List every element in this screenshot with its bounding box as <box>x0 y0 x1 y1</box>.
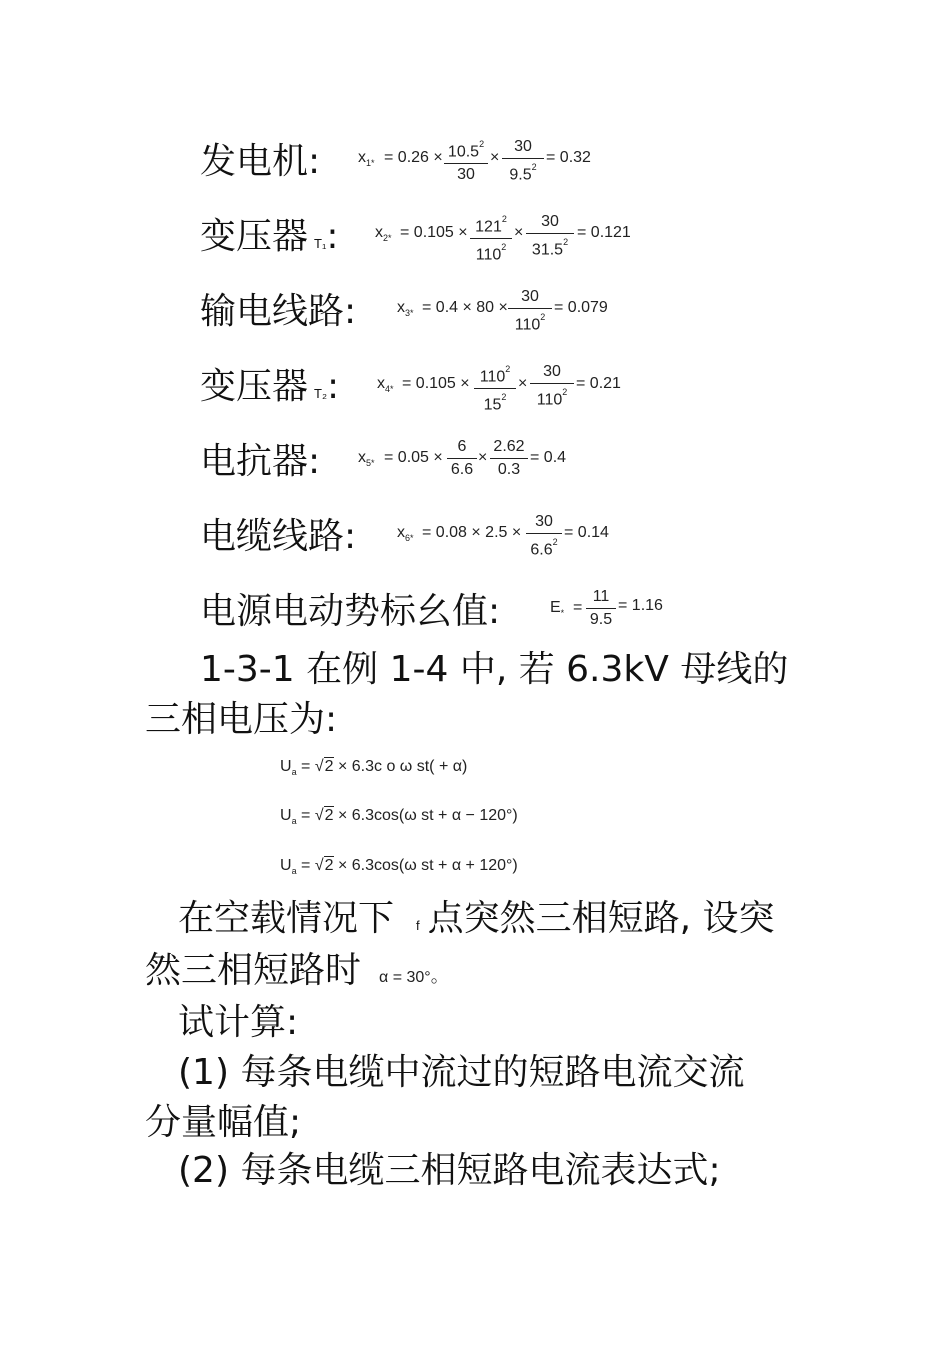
result-x1: = 0.32 <box>546 149 591 166</box>
fraction-2: 30 31.5$^2$ <box>526 213 574 259</box>
task-1-line-2: 分量幅值; <box>145 1102 302 1143</box>
lhs-e: $E_*$ <box>550 599 565 619</box>
lhs-x5: $x_{5*}$ <box>358 449 375 469</box>
task-2: (2) 每条电缆三相短路电流表达式; <box>178 1150 721 1191</box>
times-sign: × <box>478 449 488 466</box>
fraction-2: 30 $110^2$ <box>508 288 552 334</box>
label-transmission-line: 输电线路: <box>200 291 357 332</box>
label-transformer-t2: 变压器 T₂: <box>200 366 340 407</box>
times-sign: × <box>490 149 500 166</box>
result-x3: = 0.079 <box>554 299 608 316</box>
problem-line-2: 三相电压为: <box>145 699 338 740</box>
label-emf: 电源电动势标幺值: <box>200 591 501 632</box>
fraction-2: 11 9.5 <box>586 588 616 629</box>
result-x6: = 0.14 <box>564 524 609 541</box>
voltage-eq-c: $U_a = √2 \times 6.3\cos(\omega$ st + α + 120°) <box>280 857 518 877</box>
fraction-1: 10.5$^2$ 30 <box>444 138 488 184</box>
fraction-1: $110^2$ $15^2$ <box>474 363 516 415</box>
fraction-2: 30 $6.6^2$ <box>526 513 562 559</box>
lhs-x3: $x_{3*}$ <box>397 299 414 319</box>
fraction-2: 2.62 0.3 <box>490 438 528 479</box>
coef-x2: = 0.105 × <box>400 224 468 241</box>
label-generator: 发电机: <box>200 141 321 182</box>
lhs-x6: $x_{6*}$ <box>397 524 414 544</box>
voltage-eq-b: $U_a = √2 \times 6.3\cos(\omega$ st + α − 120°) <box>280 807 518 827</box>
result-e: = 1.16 <box>618 597 663 614</box>
fault-point-f: f <box>416 918 420 933</box>
coef-x5: = 0.05 × <box>384 449 443 466</box>
label-transformer-t1: 变压器 T₁: <box>200 216 339 257</box>
coef-x1: = 0.26 × <box>384 149 443 166</box>
fraction-2: 30 $9.5^2$ <box>502 138 544 184</box>
fraction-2: 30 $110^2$ <box>530 363 574 409</box>
task-1-line-1: (1) 每条电缆中流过的短路电流交流 <box>178 1052 745 1093</box>
coef-e: = <box>573 599 583 616</box>
lhs-x2: $x_{2*}$ <box>375 224 392 244</box>
times-sign: × <box>514 224 524 241</box>
coef-x3: = 0.4 × 80 × <box>422 299 508 316</box>
task-intro: 试计算: <box>178 1002 299 1043</box>
condition-line-2: 然三相短路时 α = 30°。 <box>145 950 449 991</box>
condition-line-1: 在空载情况下 f 点突然三相短路, 设突 <box>178 898 775 939</box>
fraction-1: 6 6.6 <box>447 438 477 479</box>
lhs-x4: $x_{4*}$ <box>377 375 394 395</box>
coef-x6: = 0.08 × 2.5 × <box>422 524 522 541</box>
alpha-value: α = 30° <box>379 969 431 986</box>
coef-x4: = 0.105 × <box>402 375 470 392</box>
problem-line-1: 1-3-1 在例 1-4 中, 若 6.3kV 母线的 <box>200 649 789 690</box>
result-x2: = 0.121 <box>577 224 631 241</box>
label-reactor: 电抗器: <box>200 441 321 482</box>
result-x5: = 0.4 <box>530 449 567 466</box>
times-sign: × <box>518 375 528 392</box>
lhs-x1: $x_{1*}$ <box>358 149 375 169</box>
voltage-eq-a: $U_a = √2 \times 6.3c$ o ω st( + α) <box>280 758 468 778</box>
fraction-1: $121^2$ $110^2$ <box>470 213 512 265</box>
result-x4: = 0.21 <box>576 375 621 392</box>
label-cable-line: 电缆线路: <box>200 516 357 557</box>
